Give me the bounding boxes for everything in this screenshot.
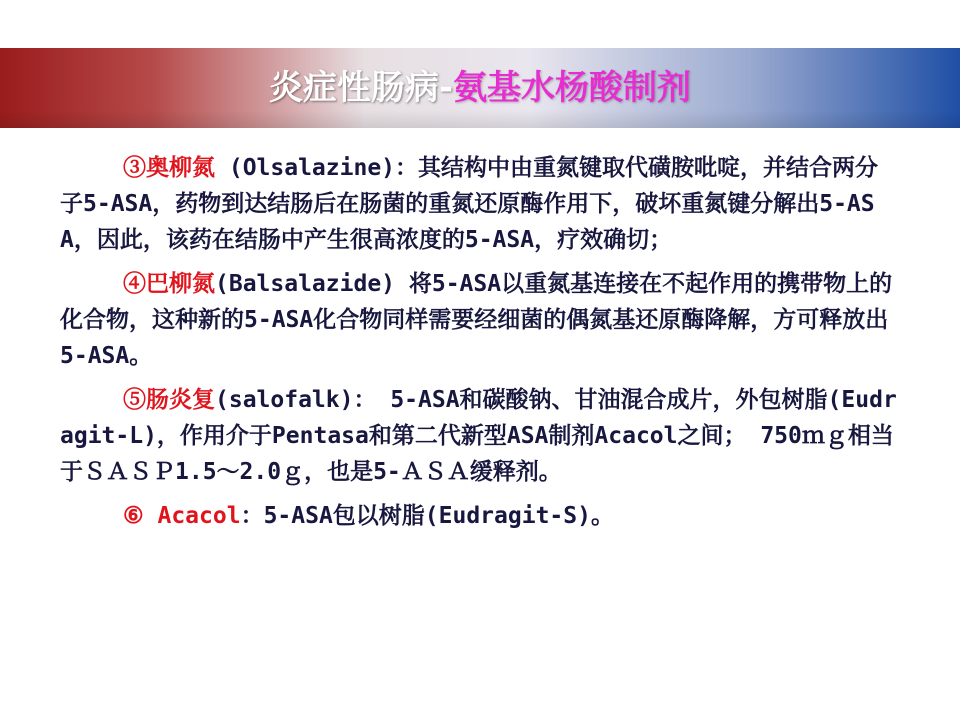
paragraph-acacol (60, 498, 900, 534)
title-separator: - (438, 68, 454, 108)
paragraph-text: (salofalk)： 5-ASA和碳酸钠、甘油混合成片，外包树脂(Eudragit-L)，作用介于Pentasa和第二代新型ASA制剂Acacol之间； 750ｍｇ相当于ＳＡＳＰ1.5～2.0ｇ，也是5-ＡＳＡ缓释剂。 (60, 387, 897, 485)
paragraph-salofalk (60, 382, 900, 490)
paragraph-text: ：5-ASA包以树脂(Eudragit-S)。 (240, 503, 614, 529)
paragraph-olsalazine (60, 150, 900, 258)
drug-name: ③奥柳氮 (123, 155, 215, 181)
paragraph-balsalazide (60, 266, 900, 374)
drug-name: ⑥ Acacol (123, 503, 241, 529)
content-body (60, 150, 900, 542)
drug-name: ④巴柳氮 (123, 271, 215, 297)
slide-title (0, 48, 960, 128)
title-bar (0, 48, 960, 128)
title-accent: 氨基水杨酸制剂 (453, 68, 692, 108)
paragraph-text: (Balsalazide) 将5-ASA以重氮基连接在不起作用的携带物上的化合物，这种新的5-ASA化合物同样需要经细菌的偶氮基还原酶降解，方可释放出5-ASA。 (60, 271, 893, 369)
paragraph-text: (Olsalazine)：其结构中由重氮键取代磺胺吡啶，并结合两分子5-ASA，药物到达结肠后在肠菌的重氮还原酶作用下，破坏重氮键分解出5-ASA，因此，该药在结肠中产生很高浓度的5-ASA，疗效确切； (60, 155, 879, 253)
title-main: 炎症性肠病 (268, 68, 439, 108)
drug-name: ⑤肠炎复 (123, 387, 215, 413)
